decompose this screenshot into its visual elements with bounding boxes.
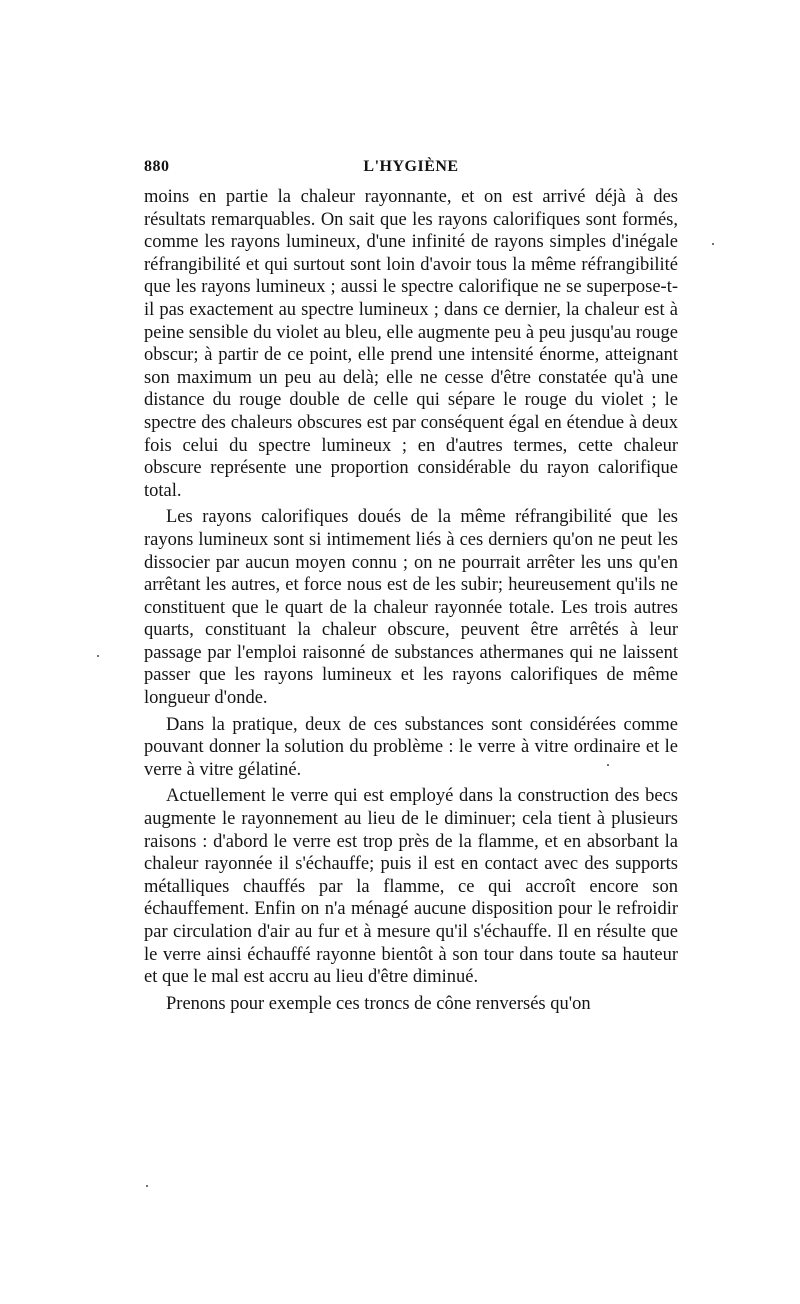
body-text: [144, 186, 678, 1015]
scan-speck: [607, 764, 609, 766]
paragraph-1: moins en partie la chaleur rayonnante, et on est arrivé déjà à des résultats remarquables. On sait que les rayons calorifiques sont formés, comme les rayons lumineux, d'une infinité de rayons simples d'inégale réfrangibilité et qui surtout sont loin d'avoir tous la même réfrangibilité que les rayons lumineux ; aussi le spectre calorifique ne se superpose-t-il pas exactement au spectre lumineux ; dans ce dernier, la chaleur est à peine sensible du violet au bleu, elle augmente peu à peu jusqu'au rouge obscur; à partir de ce point, elle prend une intensité énorme, atteignant son maximum un peu au delà; elle ne cesse d'être constatée qu'à une distance du rouge double de celle qui sépare le rouge du violet ; le spectre des chaleurs obscures est par conséquent égal en étendue à deux fois celui du spectre lumineux ; en d'autres termes, cette chaleur obscure représente une proportion considérable du rayon calorifique total.: [144, 187, 678, 501]
scan-speck: [146, 1185, 148, 1187]
running-title: L'HYGIÈNE: [363, 158, 459, 175]
paragraph-5: Prenons pour exemple ces troncs de cône renversés qu'on: [166, 993, 591, 1014]
paragraph-2: Les rayons calorifiques doués de la même réfrangibilité que les rayons lumineux sont si intimement liés à ces derniers qu'on ne peut les dissocier par aucun moyen connu ; on ne pourrait arrêter les uns qu'en arrêtant les autres, et force nous est de les subir; heureusement qu'ils ne constituent que le quart de la chaleur rayonnée totale. Les trois autres quarts, constituant la chaleur obscure, peuvent être arrêtés à leur passage par l'emploi raisonné de substances athermanes qui ne laissent passer que les rayons lumineux et les rayons calorifiques de même longueur d'onde.: [144, 507, 678, 709]
paragraph-3: Dans la pratique, deux de ces substances sont considérées comme pouvant donner la solution du problème : le verre à vitre ordinaire et le verre à vitre gélatiné.: [144, 714, 678, 780]
scan-speck: [97, 655, 99, 657]
page-number: 880: [144, 158, 170, 175]
paragraph-4: Actuellement le verre qui est employé dans la construction des becs augmente le rayonnement au lieu de le diminuer; cela tient à plusieurs raisons : d'abord le verre est trop près de la flamme, et en absorbant la chaleur rayonnée il s'échauffe; puis il est en contact avec des supports métalliques chauffés par la flamme, ce qui accroît encore son échauffement. Enfin on n'a ménagé aucune disposition pour le refroidir par circulation d'air au fur et à mesure qu'il s'échauffe. Il en résulte que le verre ainsi échauffé rayonne bientôt à son tour dans toute sa hauteur et que le mal est accru au lieu d'être diminué.: [144, 786, 678, 988]
running-head: [144, 158, 678, 180]
scan-speck: [712, 243, 714, 245]
